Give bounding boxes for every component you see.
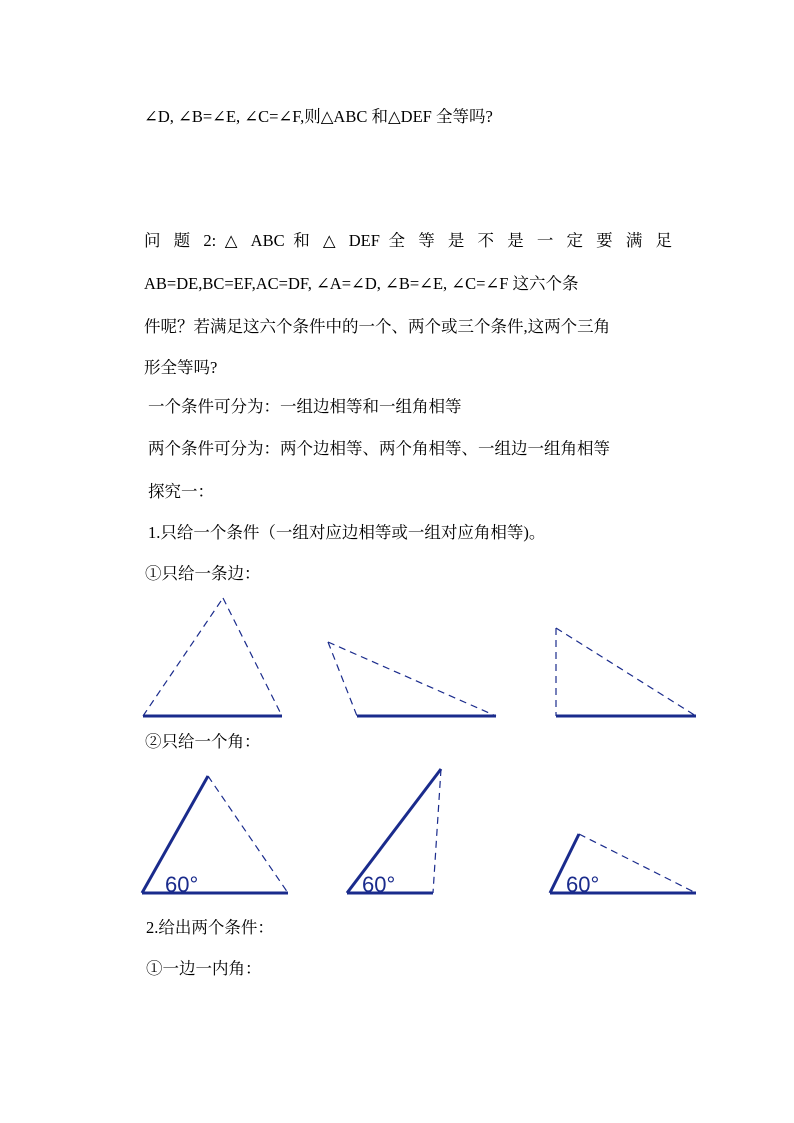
sub-item-side-angle: ①一边一内角： (146, 959, 262, 978)
two-condition-text: 两个条件可分为：两个边相等、两个角相等、一组边一组角相等 (148, 439, 610, 458)
one-condition-text: 一个条件可分为：一组边相等和一组角相等 (148, 397, 462, 416)
question-2-line-1: 问 题 2: △ ABC 和 △ DEF 全 等 是 不 是 一 定 要 满 足 (144, 231, 672, 250)
question-2-line-2: AB=DE,BC=EF,AC=DF, ∠A=∠D, ∠B=∠E, ∠C=∠F 这六个条 (144, 274, 579, 293)
sub-item-one-side: ①只给一条边： (145, 564, 261, 583)
triangle-one-angle-1 (142, 776, 288, 897)
triangle-one-angle-3 (550, 834, 696, 897)
triangle-one-side-2 (328, 642, 496, 716)
triangle-one-angle-2 (347, 769, 441, 897)
angle-label-1: 60° (165, 872, 199, 897)
text-line-1: ∠D, ∠B=∠E, ∠C=∠F,则△ABC 和△DEF 全等吗? (144, 107, 493, 126)
item-1: 1.只给一个条件（一组对应边相等或一组对应角相等)。 (148, 523, 546, 542)
question-2-line-4: 形全等吗? (144, 358, 218, 377)
triangle-one-side-3 (556, 628, 696, 716)
question-2-line-3: 件呢？若满足这六个条件中的一个、两个或三个条件,这两个三角 (144, 317, 611, 336)
triangle-one-side-1 (143, 598, 282, 716)
sub-item-one-angle: ②只给一个角： (145, 732, 261, 751)
item-2: 2.给出两个条件： (146, 918, 274, 937)
angle-label-2: 60° (362, 872, 396, 897)
angle-label-3: 60° (566, 872, 600, 897)
explore-heading: 探究一： (148, 482, 214, 501)
